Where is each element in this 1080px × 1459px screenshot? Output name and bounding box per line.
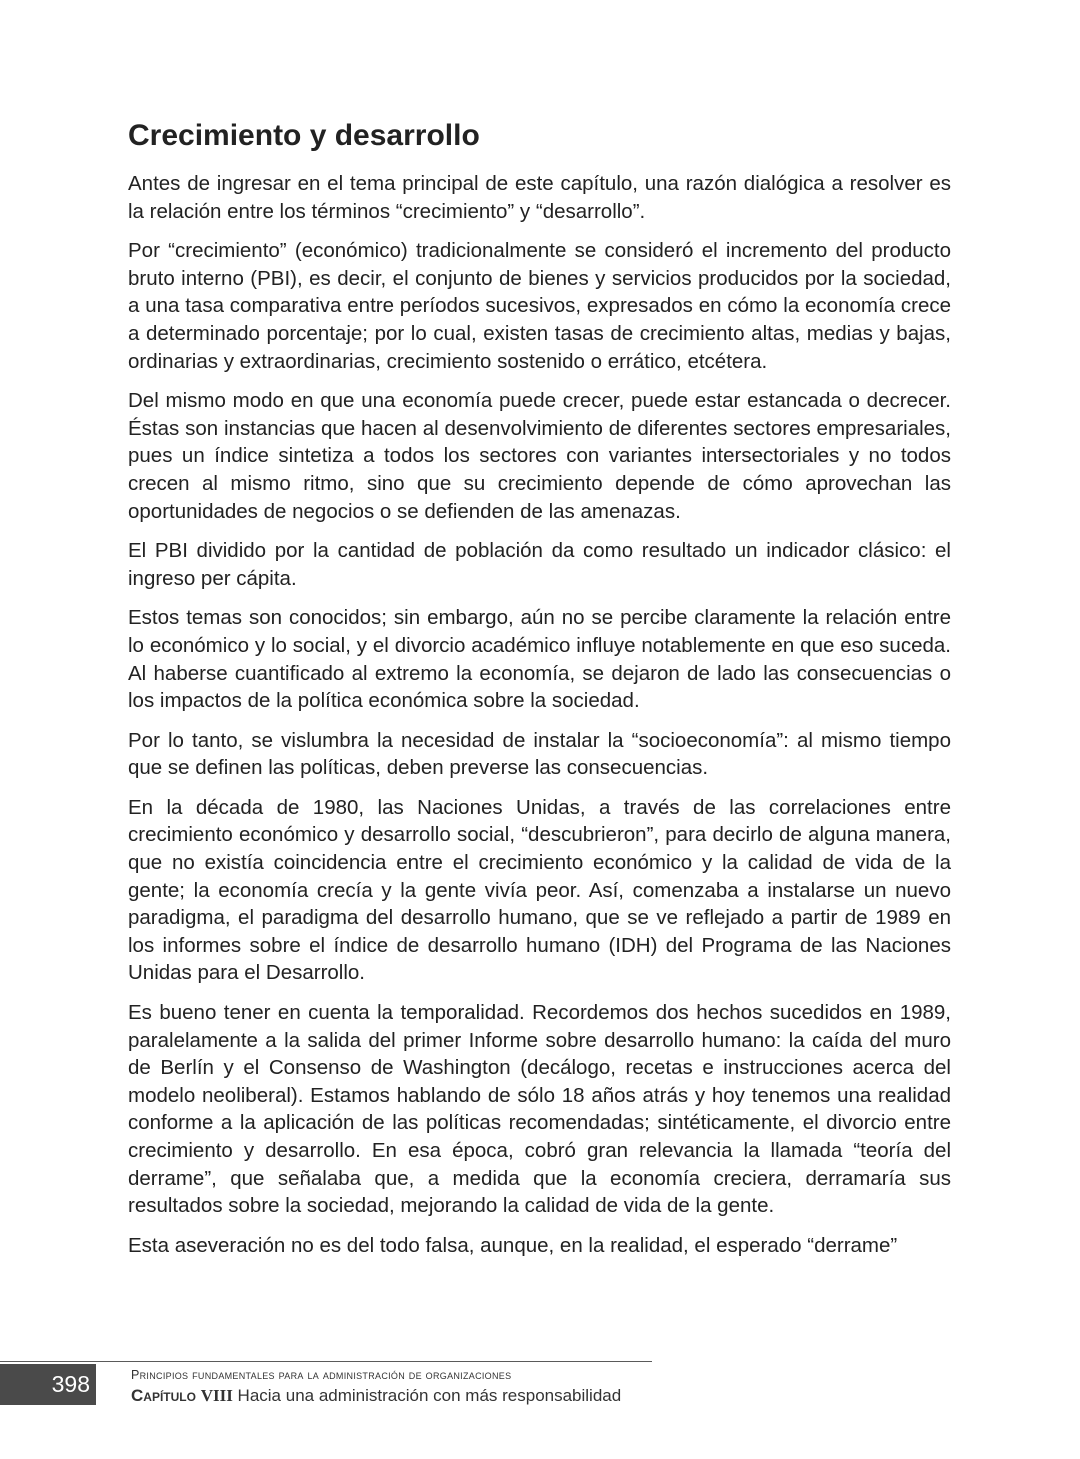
paragraph: Antes de ingresar en el tema principal de este capítulo, una razón dialógica a resolver es la relación entre los términos “crecimiento” y “desarrollo”. xyxy=(128,172,951,223)
footer-chapter xyxy=(131,1386,621,1406)
paragraph: Por lo tanto, se vislumbra la necesidad de instalar la “socioeconomía”: al mismo tiempo que se definen las políticas, deben preverse las consecuencias. xyxy=(128,728,951,780)
paragraph: El PBI dividido por la cantidad de población da como resultado un indicador clásico: el ingreso per cápita. xyxy=(128,539,951,590)
footer-chapter-title: Hacia una administración con más responsabilidad xyxy=(237,1386,622,1405)
section-body xyxy=(128,170,951,1271)
footer-chapter-label: Capítulo xyxy=(131,1386,196,1405)
paragraph: Por “crecimiento” (económico) tradicionalmente se consideró el incremento del producto bruto interno (PBI), es decir, el conjunto de bienes y servicios producidos por la sociedad, a una tasa comparativa entre períodos sucesivos, expresados en cómo la economía crece a determinado porcentaje; por lo cual, existen tasas de crecimiento altas, medias y bajas, ordinarias y extraordinarias, crecimiento sostenido o errático, etcétera. xyxy=(128,239,951,373)
footer-chapter-number: VIII xyxy=(200,1386,233,1405)
section-title: Crecimiento y desarrollo xyxy=(128,119,480,152)
page-number: 398 xyxy=(0,1364,96,1405)
paragraph: En la década de 1980, las Naciones Unidas, a través de las correlaciones entre crecimiento económico y desarrollo social, “descubrieron”, para decirlo de alguna manera, que no existía coincidencia entre el crecimiento económico y la calidad de vida de la gente; la economía crecía y la gente vivía peor. Así, comenzaba a instalarse un nuevo paradigma, el paradigma del desarrollo humano, que se ve reflejado a partir de 1989 en los informes sobre el índice de desarrollo humano (IDH) del Programa de las Naciones Unidas para el Desarrollo. xyxy=(128,795,951,985)
paragraph: Esta aseveración no es del todo falsa, aunque, en la realidad, el esperado “derrame” xyxy=(128,1233,898,1257)
footer-book-title: Principios fundamentales para la administración de organizaciones xyxy=(131,1368,512,1382)
paragraph: Estos temas son conocidos; sin embargo, aún no se percibe claramente la relación entre lo económico y lo social, y el divorcio académico influye notablemente en que eso suceda. Al haberse cuantificado al extremo la economía, se dejaron de lado las consecuencias o los impactos de la política económica sobre la sociedad. xyxy=(128,606,951,713)
paragraph: Es bueno tener en cuenta la temporalidad. Recordemos dos hechos sucedidos en 1989, paralelamente a la salida del primer Informe sobre desarrollo humano: la caída del muro de Berlín y el Consenso de Washington (decálogo, recetas e instrucciones acerca del modelo neoliberal). Estamos hablando de sólo 18 años atrás y hoy tenemos una realidad conforme a la aplicación de las políticas recomendadas; sintéticamente, el divorcio entre crecimiento y desarrollo. En esa época, cobró gran relevancia la llamada “teoría del derrame”, que señalaba que, a medida que la economía creciera, derramaría sus resultados sobre la sociedad, mejorando la calidad de vida de la gente. xyxy=(128,1001,951,1218)
footer-divider xyxy=(0,1361,652,1362)
paragraph: Del mismo modo en que una economía puede crecer, puede estar estancada o decrecer. Éstas son instancias que hacen al desenvolvimiento de diferentes sectores empresariales, pues un índice sintetiza a todos los sectores con variantes intersectoriales y no todos crecen al mismo ritmo, sino que su crecimiento depende de cómo aprovechan las oportunidades de negocios o se defienden de las amenazas. xyxy=(128,389,951,523)
